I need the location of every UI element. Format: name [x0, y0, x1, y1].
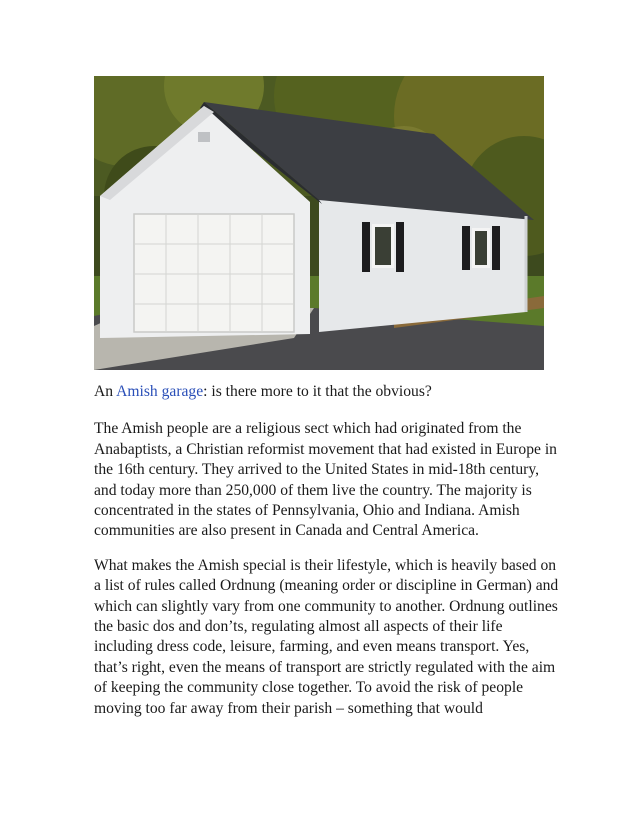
photo-caption	[94, 382, 559, 402]
paragraph-history: The Amish people are a religious sect which had originated from the Anabaptists, a Christian reformist movement that had existed in Europe in the 16th century. They arrived to the United States in mid-18th century, and today more than 250,000 of them live the country. The majority is concentrated in the states of Pennsylvania, Ohio and Indiana. Amish communities are also present in Canada and Central America.	[94, 420, 557, 540]
caption-suffix: : is there more to it that the obvious?	[203, 383, 432, 400]
article-body	[94, 382, 559, 733]
caption-prefix: An	[94, 383, 114, 400]
paragraph-lifestyle: What makes the Amish special is their lifestyle, which is heavily based on a list of rules called Ordnung (meaning order or discipline in German) and which can slightly vary from one community to another. Ordnung outlines the basic dos and don’ts, regulating almost all aspects of their life including dress code, leisure, farming, and even means transport. Yes, that’s right, even the means of transport are strictly regulated with the aim of keeping the community close together. To avoid the risk of people moving too far away from their parish – something that would	[94, 556, 559, 717]
garage-photo	[94, 76, 544, 370]
amish-garage-link[interactable]: Amish garage	[116, 383, 204, 400]
